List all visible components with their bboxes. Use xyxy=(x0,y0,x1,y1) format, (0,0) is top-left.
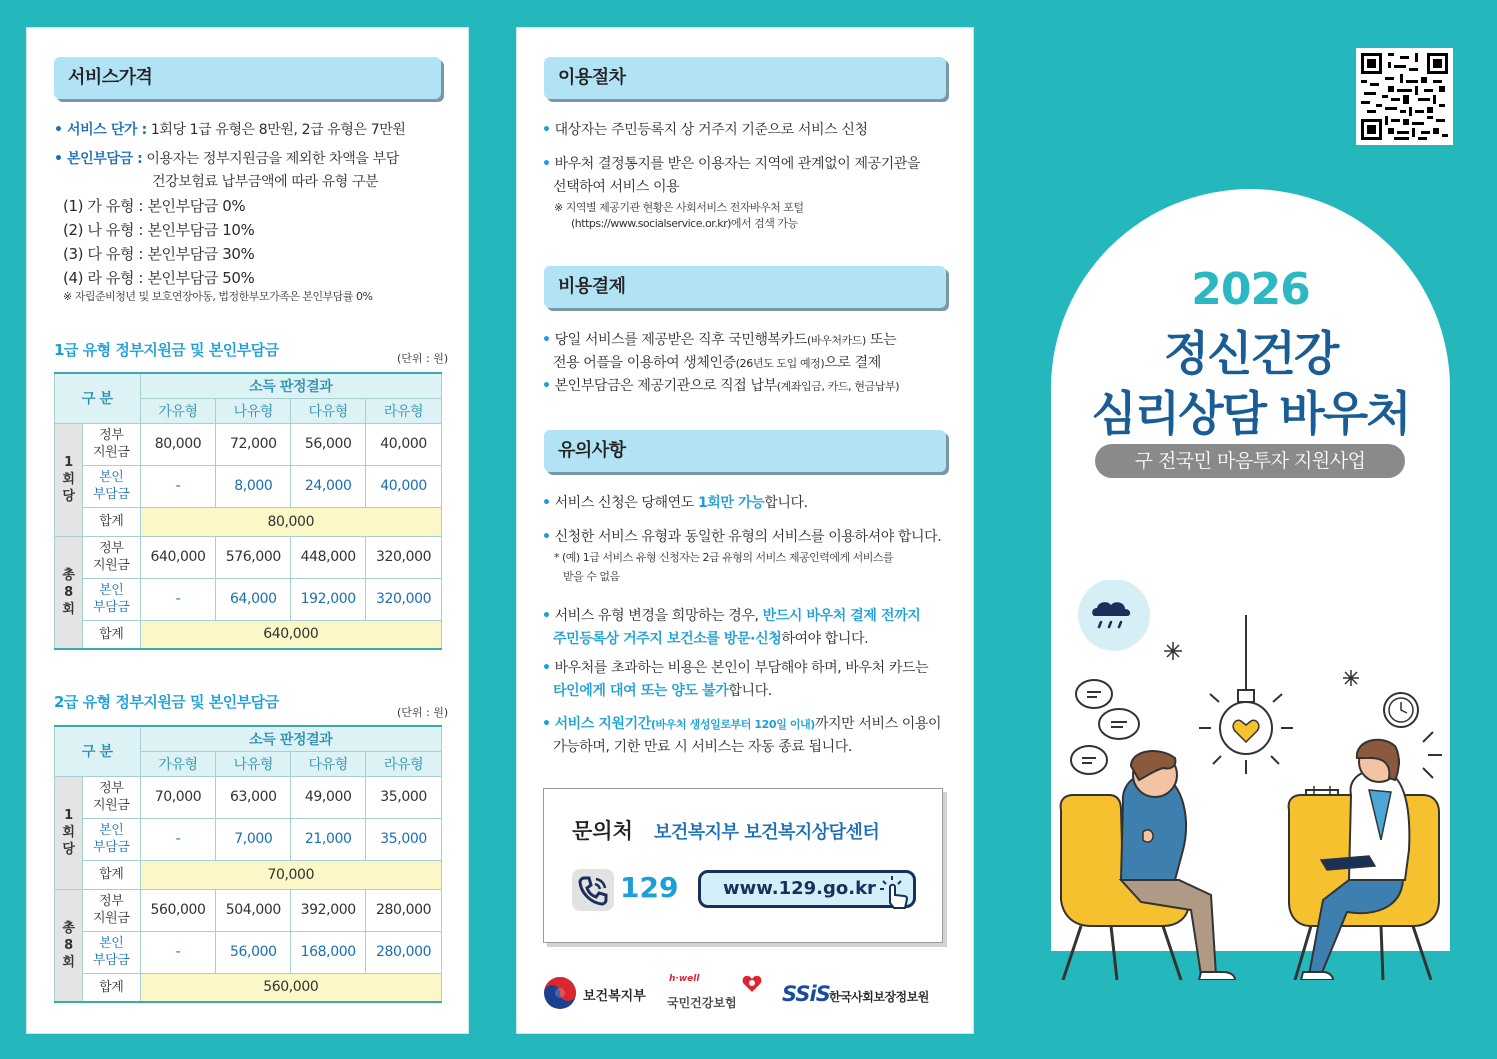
copay-type-1: (1) 가 유형 : 본인부담금 0% xyxy=(63,197,246,215)
proc-item-2b: 선택하여 서비스 이용 xyxy=(553,179,680,195)
caution-item-2: • 신청한 서비스 유형과 동일한 유형의 서비스를 이용하셔야 합니다. xyxy=(542,529,942,545)
table1-row-total: 총 8 회 xyxy=(55,536,83,649)
table2-label-sum: 합계 xyxy=(82,973,140,1002)
table1-label-self: 본인 부담금 xyxy=(82,578,140,620)
pay-item-2: • 본인부담금은 제공기관으로 직접 납부(계좌입금, 카드, 현금납부) xyxy=(542,378,900,394)
caution-item-4b: 타인에게 대여 또는 양도 불가합니다. xyxy=(553,683,772,699)
table2-col-ra: 라유형 xyxy=(366,751,442,776)
table1-cell: 40,000 xyxy=(366,423,442,465)
phone-number[interactable]: 129 xyxy=(620,871,679,904)
table1-cell: 320,000 xyxy=(366,536,442,578)
table2-cell: 7,000 xyxy=(216,818,291,860)
table1-label-sum: 합계 xyxy=(82,620,140,649)
counseling-illustration xyxy=(1051,580,1450,980)
caution-item-5: • 서비스 지원기간(바우처 생성일로부터 120일 이내)까지만 서비스 이용이 xyxy=(542,716,942,732)
website-url: www.129.go.kr xyxy=(723,878,876,899)
table1-col-da: 다유형 xyxy=(291,398,366,423)
table2-cell: 392,000 xyxy=(291,889,366,931)
table2-head-income: 소득 판정결과 xyxy=(140,726,441,751)
table1-cell: 72,000 xyxy=(216,423,291,465)
table2-cell: 21,000 xyxy=(291,818,366,860)
table2-cell: 35,000 xyxy=(366,776,442,818)
caution-note-2: 받을 수 없음 xyxy=(563,570,620,583)
table1-cell: 8,000 xyxy=(216,465,291,507)
table2-title: 2급 유형 정부지원금 및 본인부담금 xyxy=(54,693,279,711)
table1-col-na: 나유형 xyxy=(216,398,291,423)
section-header-payment: 비용결제 xyxy=(544,266,946,308)
table1-cell: - xyxy=(140,578,216,620)
table1-col-ga: 가유형 xyxy=(140,398,216,423)
table2-label-self: 본인 부담금 xyxy=(82,931,140,973)
ssis-logo-text: 한국사회보장정보원 xyxy=(829,990,929,1004)
mohw-logo xyxy=(543,976,577,1014)
proc-item-2: • 바우처 결정통지를 받은 이용자는 지역에 관계없이 제공기관을 xyxy=(542,156,921,172)
table1-cell: 576,000 xyxy=(216,536,291,578)
cover-year: 2026 xyxy=(1191,264,1310,315)
proc-note-2: (https://www.socialservice.or.kr)에서 검색 가능 xyxy=(571,217,798,230)
table1-cell: 320,000 xyxy=(366,578,442,620)
table1-label-gov: 정부 지원금 xyxy=(82,423,140,465)
table2-col-ga: 가유형 xyxy=(140,751,216,776)
table1-label-gov: 정부 지원금 xyxy=(82,536,140,578)
table2-row-once: 1 회 당 xyxy=(55,776,83,889)
table2-label-sum: 합계 xyxy=(82,860,140,889)
caution-item-5b: 가능하며, 기한 만료 시 서비스는 자동 종료 됩니다. xyxy=(553,739,852,755)
table2-row-total: 총 8 회 xyxy=(55,889,83,1002)
nhis-heart-icon xyxy=(741,973,763,999)
table1-label-sum: 합계 xyxy=(82,507,140,536)
table2-col-da: 다유형 xyxy=(291,751,366,776)
section-header-price: 서비스가격 xyxy=(54,57,441,99)
table2-once-sum: 70,000 xyxy=(140,860,441,889)
cover-subtitle: 구 전국민 마음투자 지원사업 xyxy=(1095,444,1405,478)
contact-box xyxy=(543,788,943,943)
copay-line xyxy=(54,148,454,171)
caution-note-1: * (예) 1급 서비스 유형 신청자는 2급 유형의 서비스 제공인력에게 서비스를 xyxy=(554,551,894,564)
phone-icon xyxy=(572,869,614,911)
exempt-note: ※ 자립준비청년 및 보호연장아동, 법정한부모가족은 본인부담률 0% xyxy=(63,290,373,303)
table1-cell: 448,000 xyxy=(291,536,366,578)
table2-total-sum: 560,000 xyxy=(140,973,441,1002)
caution-item-3: • 서비스 유형 변경을 희망하는 경우, 반드시 바우처 결제 전까지 xyxy=(542,608,921,624)
cover-title-2: 심리상담 바우처 xyxy=(1091,387,1410,442)
section-header-procedure: 이용절차 xyxy=(544,57,946,99)
table2-unit: (단위 : 원) xyxy=(397,706,449,719)
table2-cell: 35,000 xyxy=(366,818,442,860)
unit-price-text: 1회당 1급 유형은 8만원, 2급 유형은 7만원 xyxy=(150,122,406,138)
table1-cell: 40,000 xyxy=(366,465,442,507)
table1-head-category: 구 분 xyxy=(55,373,141,423)
table1-cell: 56,000 xyxy=(291,423,366,465)
table2-cell: 504,000 xyxy=(216,889,291,931)
mohw-logo-text: 보건복지부 xyxy=(583,989,646,1004)
table1-cell: 640,000 xyxy=(140,536,216,578)
table1-cell: 64,000 xyxy=(216,578,291,620)
table1-cell: 80,000 xyxy=(140,423,216,465)
table1-cell: - xyxy=(140,465,216,507)
table2-cell: 70,000 xyxy=(140,776,216,818)
nhis-logo-text: 국민건강보험 xyxy=(667,996,737,1010)
table1-once-sum: 80,000 xyxy=(140,507,441,536)
pay-item-1: • 당일 서비스를 제공받은 직후 국민행복카드(바우처카드) 또는 xyxy=(542,332,897,348)
table1-head-income: 소득 판정결과 xyxy=(140,373,441,398)
proc-item-1: • 대상자는 주민등록지 상 거주지 기준으로 서비스 신청 xyxy=(542,122,868,138)
copay-type-4: (4) 라 유형 : 본인부담금 50% xyxy=(63,269,255,287)
table2-cell: 560,000 xyxy=(140,889,216,931)
table2-label-self: 본인 부담금 xyxy=(82,818,140,860)
copay-type-2: (2) 나 유형 : 본인부담금 10% xyxy=(63,221,255,239)
table1-total-sum: 640,000 xyxy=(140,620,441,649)
table2-cell: - xyxy=(140,931,216,973)
table1-title: 1급 유형 정부지원금 및 본인부담금 xyxy=(54,341,279,359)
procedure-panel xyxy=(516,27,974,1034)
table2-cell: 49,000 xyxy=(291,776,366,818)
copay-text-2: 건강보험료 납부금액에 따라 유형 구분 xyxy=(152,174,379,190)
table2-cell: - xyxy=(140,818,216,860)
section-header-caution: 유의사항 xyxy=(544,430,946,472)
table2-label-gov: 정부 지원금 xyxy=(82,889,140,931)
table1-row-once: 1 회 당 xyxy=(55,423,83,536)
table1-unit: (단위 : 원) xyxy=(397,352,449,365)
unit-price-label: • 서비스 단가 : xyxy=(54,122,147,138)
table2-label-gov: 정부 지원금 xyxy=(82,776,140,818)
table2-cell: 56,000 xyxy=(216,931,291,973)
table1-label-self: 본인 부담금 xyxy=(82,465,140,507)
table2-head-category: 구 분 xyxy=(55,726,141,776)
contact-label: 문의처 xyxy=(572,819,633,843)
caution-item-3b: 주민등록상 거주지 보건소를 방문·신청하여야 합니다. xyxy=(553,631,869,647)
unit-price-line xyxy=(54,119,454,142)
table1 xyxy=(54,372,442,650)
table2-cell: 280,000 xyxy=(366,931,442,973)
table1-cell: 24,000 xyxy=(291,465,366,507)
copay-label: • 본인부담금 : xyxy=(54,151,143,167)
pay-item-1b: 전용 어플을 이용하여 생체인증(26년도 도입 예정)으로 결제 xyxy=(553,355,881,371)
click-hand-icon xyxy=(877,875,913,915)
table1-cell: 192,000 xyxy=(291,578,366,620)
copay-text-1: 이용자는 정부지원금을 제외한 차액을 부담 xyxy=(146,151,399,167)
contact-org: 보건복지부 보건복지상담센터 xyxy=(654,822,880,843)
table1-col-ra: 라유형 xyxy=(366,398,442,423)
cover-title-1: 정신건강 xyxy=(1163,327,1338,382)
caution-item-4: • 바우처를 초과하는 비용은 본인이 부담해야 하며, 바우처 카드는 xyxy=(542,660,929,676)
copay-types xyxy=(63,194,254,290)
caution-item-1: • 서비스 신청은 당해연도 1회만 가능합니다. xyxy=(542,495,808,511)
qr-code xyxy=(1356,48,1453,145)
copay-type-3: (3) 다 유형 : 본인부담금 30% xyxy=(63,245,255,263)
proc-note-1: ※ 지역별 제공기관 현황은 사회서비스 전자바우처 포털 xyxy=(554,201,804,214)
nhis-logo-tag: h·well xyxy=(669,974,700,984)
table2-cell: 280,000 xyxy=(366,889,442,931)
table2-col-na: 나유형 xyxy=(216,751,291,776)
ssis-logo: SSiS xyxy=(782,982,830,1006)
price-panel xyxy=(26,27,469,1034)
table2-cell: 168,000 xyxy=(291,931,366,973)
table2 xyxy=(54,725,442,1003)
table2-cell: 63,000 xyxy=(216,776,291,818)
